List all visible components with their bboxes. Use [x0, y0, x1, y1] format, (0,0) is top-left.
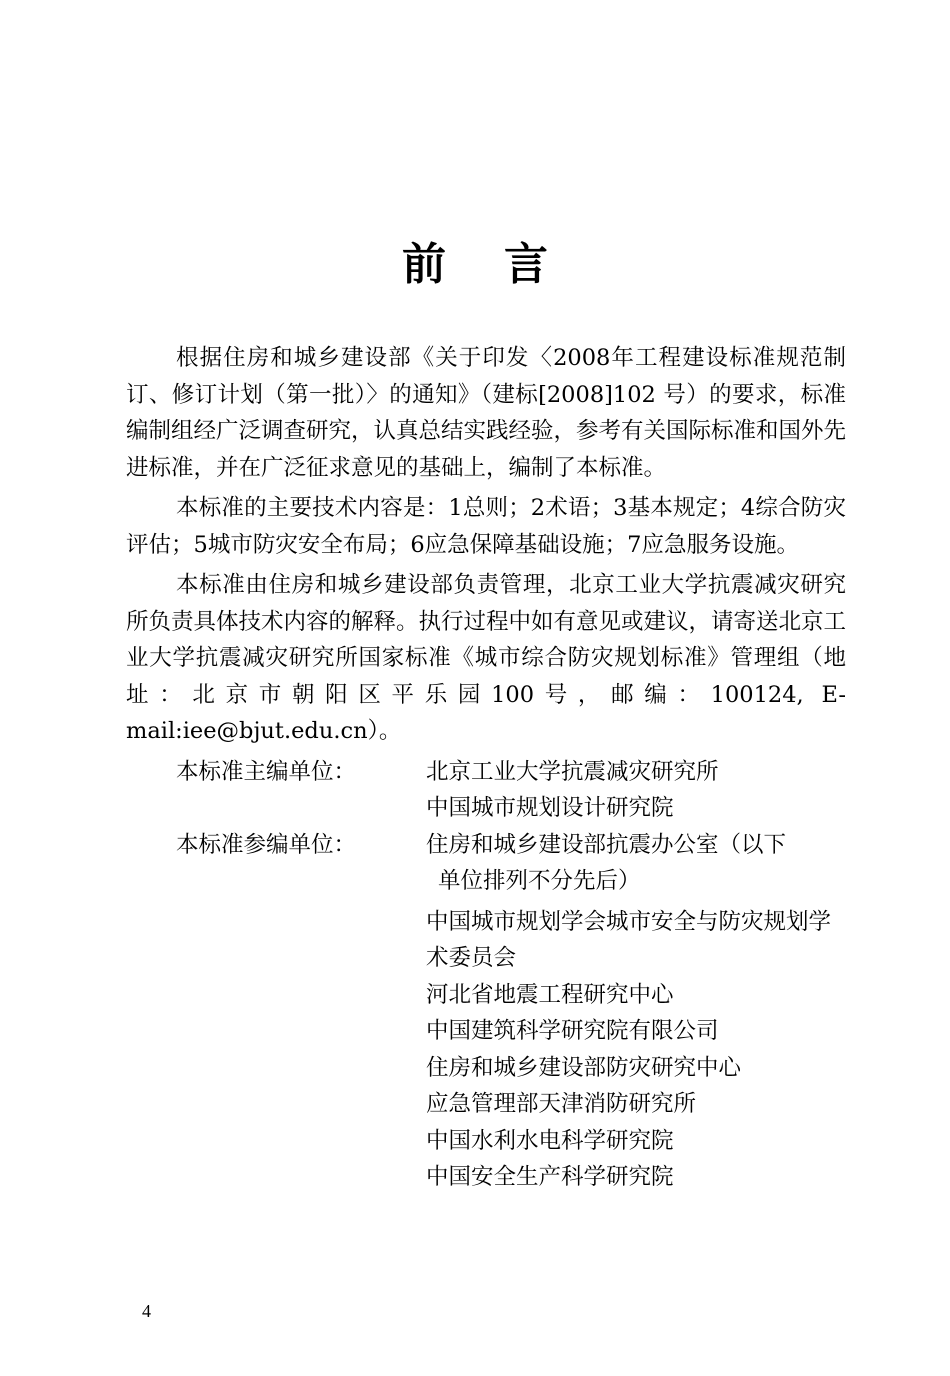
participating-unit-item: 中国水利水电科学研究院	[426, 1127, 674, 1154]
participating-units-list	[426, 827, 846, 1196]
chief-units-list	[426, 754, 846, 827]
participating-unit-item: 应急管理部天津消防研究所	[426, 1091, 697, 1117]
page-title	[0, 228, 950, 292]
participating-unit-item: 中国城市规划学会城市安全与防灾规划学术委员会	[426, 908, 832, 971]
chief-units-section	[126, 754, 846, 827]
paragraph-main-content: 本标准的主要技术内容是：1总则；2术语；3基本规定；4综合防灾评估；5城市防灾安全布局；6应急保障基础设施；7应急服务设施。	[126, 495, 846, 558]
participating-unit-item: 中国安全生产科学研究院	[426, 1164, 674, 1190]
page-number: 4	[142, 1301, 151, 1321]
preface-body	[126, 340, 846, 1196]
chief-unit-item: 北京工业大学抗震减灾研究所	[426, 758, 719, 785]
chief-units-label: 本标准主编单位：	[176, 758, 357, 785]
participating-units-section	[126, 827, 846, 1196]
participating-units-label: 本标准参编单位：	[176, 831, 357, 858]
title-char-1: 前	[402, 239, 446, 290]
participating-unit-item: 中国建筑科学研究院有限公司	[426, 1018, 719, 1044]
chief-unit-item: 中国城市规划设计研究院	[426, 795, 674, 821]
participating-unit-item: 住房和城乡建设部防灾研究中心	[426, 1054, 742, 1081]
paragraph-management: 本标准由住房和城乡建设部负责管理，北京工业大学抗震减灾研究所负责具体技术内容的解释。执行过程中如有意见或建议，请寄送北京工业大学抗震减灾研究所国家标准《城市综合防灾规划标准》管理组（地址：北京市朝阳区平乐园100号，邮编：100124, E-mail:iee@bjut.edu.cn）。	[126, 572, 847, 744]
title-char-2: 言	[504, 239, 548, 290]
participating-unit-item: 河北省地震工程研究中心	[426, 981, 674, 1008]
paragraph-basis: 根据住房和城乡建设部《关于印发〈2008年工程建设标准规范制订、修订计划（第一批）〉的通知》（建标[2008]102 号）的要求，标准编制组经广泛调查研究，认真总结实践经验，参考有关国际标准和国外先进标准，并在广泛征求意见的基础上，编制了本标准。	[126, 345, 847, 481]
participating-units-note: 单位排列不分先后）	[438, 868, 641, 894]
participating-unit-item: 住房和城乡建设部抗震办公室（以下	[426, 831, 787, 858]
